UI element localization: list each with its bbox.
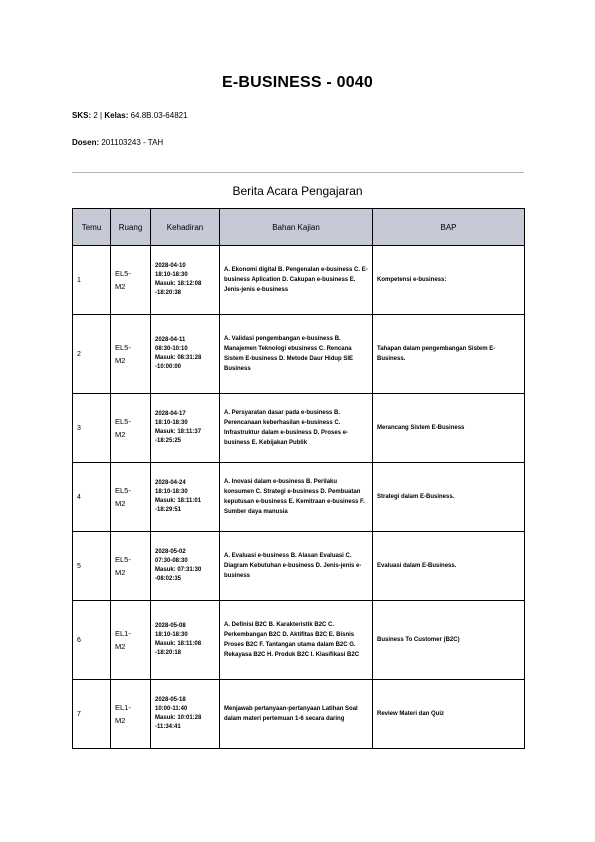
cell-bahan-kajian: A. Validasi pengembangan e-business B. Manajemen Teknologi ebusiness C. Rencana Sistem E-business D. Metode Daur Hidup SIE Business xyxy=(220,315,373,394)
cell-bap: Tahapan dalam pengembangan Sistem E-Business. xyxy=(373,315,525,394)
lecturer-info xyxy=(72,138,163,147)
bap-table xyxy=(72,208,525,749)
cell-kehadiran: 2028-05-08 18:10-18:30 Masuk: 18:11:08 -18:20:18 xyxy=(151,601,220,680)
cell-kehadiran: 2028-04-10 18:10-18:30 Masuk: 18:12:08 -18:20:38 xyxy=(151,246,220,315)
table-row xyxy=(73,394,525,463)
kelas-value: 64.8B.03-64821 xyxy=(130,111,188,120)
cell-bap: Business To Customer (B2C) xyxy=(373,601,525,680)
info-separator: | xyxy=(100,111,103,120)
cell-bahan-kajian: A. Persyaratan dasar pada e-business B. Perencanaan keberhasilan e-business C. Infrastruktur dalam e-business D. Proses e-business E. Kebijakan Publik xyxy=(220,394,373,463)
table-row xyxy=(73,315,525,394)
table-row xyxy=(73,680,525,749)
header-kehadiran: Kehadiran xyxy=(151,209,220,246)
cell-ruang: EL5- M2 xyxy=(111,315,151,394)
cell-temu: 5 xyxy=(73,532,111,601)
cell-bap: Evaluasi dalam E-Business. xyxy=(373,532,525,601)
cell-kehadiran: 2028-04-17 18:10-18:30 Masuk: 18:11:37 -18:25:25 xyxy=(151,394,220,463)
document-title: E-BUSINESS - 0040 xyxy=(221,74,373,91)
cell-bap: Review Materi dan Quiz xyxy=(373,680,525,749)
cell-ruang: EL1- M2 xyxy=(111,680,151,749)
section-title: Berita Acara Pengajaran xyxy=(232,184,363,198)
divider xyxy=(72,172,524,173)
dosen-value: 201103243 - TAH xyxy=(101,138,164,147)
cell-temu: 7 xyxy=(73,680,111,749)
cell-temu: 1 xyxy=(73,246,111,315)
header-ruang: Ruang xyxy=(111,209,151,246)
header-bahan-kajian: Bahan Kajian xyxy=(220,209,373,246)
cell-temu: 3 xyxy=(73,394,111,463)
cell-bahan-kajian: A. Ekonomi digital B. Pengenalan e-business C. E-business Aplication D. Cakupan e-business E. Jenis-jenis e-business xyxy=(220,246,373,315)
cell-ruang: EL5- M2 xyxy=(111,246,151,315)
cell-kehadiran: 2028-05-02 07:30-08:30 Masuk: 07:31:30 -08:02:35 xyxy=(151,532,220,601)
cell-ruang: EL5- M2 xyxy=(111,394,151,463)
cell-bahan-kajian: A. Inovasi dalam e-business B. Perilaku konsumen C. Strategi e-business D. Pembuatan keputusan e-business E. Kemitraan e-business F. Sumber daya manusia xyxy=(220,463,373,532)
cell-temu: 4 xyxy=(73,463,111,532)
cell-temu: 6 xyxy=(73,601,111,680)
table-row xyxy=(73,532,525,601)
table-row xyxy=(73,463,525,532)
dosen-label: Dosen: xyxy=(72,138,100,147)
cell-kehadiran: 2028-05-18 10:00-11:40 Masuk: 10:01:28 -11:34:41 xyxy=(151,680,220,749)
course-info xyxy=(72,111,188,120)
cell-kehadiran: 2028-04-24 18:10-18:30 Masuk: 18:11:01 -18:29:51 xyxy=(151,463,220,532)
cell-temu: 2 xyxy=(73,315,111,394)
table-row xyxy=(73,246,525,315)
cell-bap: Merancang Sistem E-Business xyxy=(373,394,525,463)
header-temu: Temu xyxy=(73,209,111,246)
cell-bap: Kompetensi e-business: xyxy=(373,246,525,315)
table-row xyxy=(73,601,525,680)
kelas-label: Kelas: xyxy=(104,111,129,120)
cell-bap: Strategi dalam E-Business. xyxy=(373,463,525,532)
cell-bahan-kajian: A. Evaluasi e-business B. Alasan Evaluasi C. Diagram Kebutuhan e-business D. Jenis-jenis e-business xyxy=(220,532,373,601)
cell-ruang: EL1- M2 xyxy=(111,601,151,680)
cell-ruang: EL5- M2 xyxy=(111,532,151,601)
header-bap: BAP xyxy=(373,209,525,246)
sks-value: 2 xyxy=(93,111,98,120)
cell-kehadiran: 2028-04-11 08:30-10:10 Masuk: 08:31:28 -10:00:00 xyxy=(151,315,220,394)
cell-bahan-kajian: Menjawab pertanyaan-pertanyaan Latihan Soal dalam materi pertemuan 1-6 secara daring xyxy=(220,680,373,749)
cell-ruang: EL5- M2 xyxy=(111,463,151,532)
sks-label: SKS: xyxy=(72,111,92,120)
cell-bahan-kajian: A. Definisi B2C B. Karakteristik B2C C. Perkembangan B2C D. Aktifitas B2C E. Bisnis Proses B2C F. Tantangan utama dalam B2C G. Rekayasa B2C H. Produk B2C I. Klasifikasi B2C xyxy=(220,601,373,680)
table-header-row xyxy=(73,209,525,246)
